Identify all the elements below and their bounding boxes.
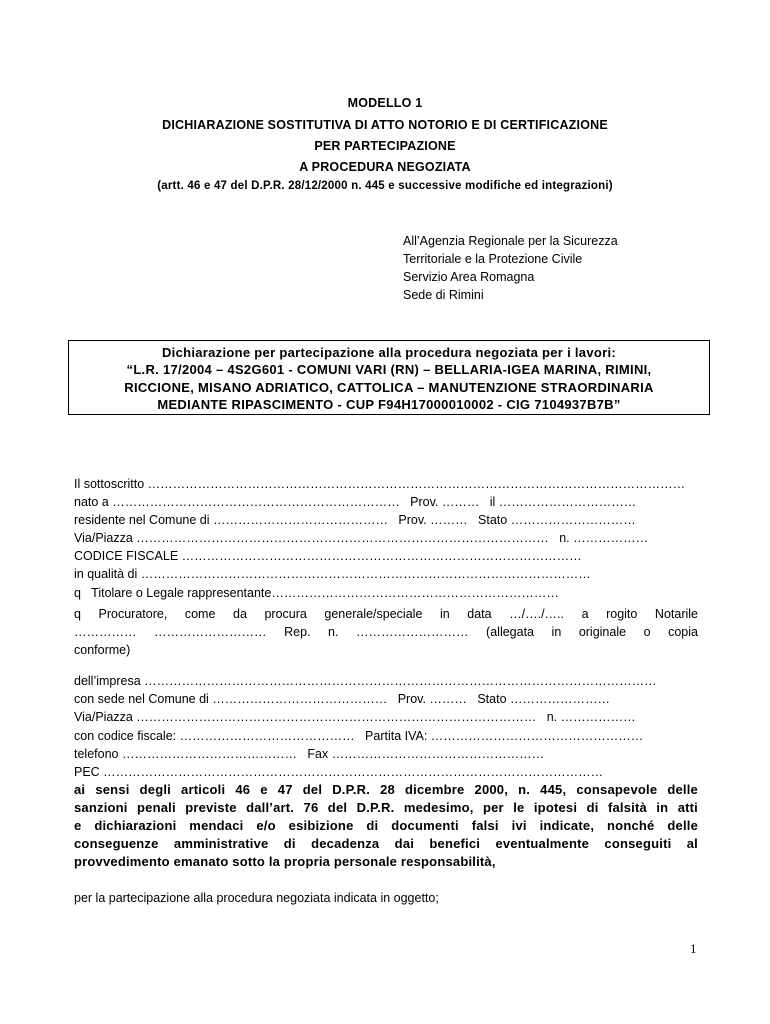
declaration-line-2: sanzioni penali previste dall’art. 76 del D.P.R. medesimo, per le ipotesi di falsità in atti xyxy=(74,800,698,815)
field-qualita[interactable]: in qualità di ……………………………………………………………………………………………… xyxy=(74,567,591,581)
field-pec[interactable]: PEC ………………………………………………………………………………………………………… xyxy=(74,765,604,779)
declaration-line-5: provvedimento emanato sotto la propria personale responsabilità, xyxy=(74,854,496,869)
field-conforme: conforme) xyxy=(74,643,131,657)
field-codice-fiscale[interactable]: CODICE FISCALE …………………………………………………………………………………… xyxy=(74,549,582,563)
subject-line-1: Dichiarazione per partecipazione alla procedura negoziata per i lavori: xyxy=(161,345,617,360)
recipient-line-3: Servizio Area Romagna xyxy=(403,270,535,284)
closing-text: per la partecipazione alla procedura negoziata indicata in oggetto; xyxy=(74,891,439,905)
recipient-line-4: Sede di Rimini xyxy=(403,288,484,302)
recipient-line-2: Territoriale e la Protezione Civile xyxy=(403,252,583,266)
field-via[interactable]: Via/Piazza ……………………………………………………………………………………… n. ……………… xyxy=(74,531,649,545)
option-titolare[interactable]: q Titolare o Legale rappresentante…………………………………………………………… xyxy=(74,586,559,600)
field-nato[interactable]: nato a …………………………………………………………… Prov. ……… il …………………………… xyxy=(74,495,637,509)
subject-line-4: MEDIANTE RIPASCIMENTO - CUP F94H17000010002 - CIG 7104937B7B” xyxy=(157,397,621,412)
declaration-line-1: ai sensi degli articoli 46 e 47 del D.P.R. 28 dicembre 2000, n. 445, consapevole delle xyxy=(74,782,698,797)
field-residente[interactable]: residente nel Comune di …………………………………… Prov. ……… Stato ………………………… xyxy=(74,513,636,527)
field-via-impresa[interactable]: Via/Piazza …………………………………………………………………………………… n. ……………… xyxy=(74,710,636,724)
subject-box xyxy=(68,340,710,415)
field-impresa[interactable]: dell’impresa …………………………………………………………………………………………………………… xyxy=(74,674,657,688)
legal-reference: (artt. 46 e 47 del D.P.R. 28/12/2000 n. 445 e successive modifiche ed integrazioni) xyxy=(157,180,613,192)
option-procuratore[interactable]: q Procuratore, come da procura generale/speciale in data …/…./….. a rogito Notarile xyxy=(74,607,698,621)
declaration-line-3: e dichiarazioni mendaci e/o esibizione di documenti falsi ivi indicate, nonché delle xyxy=(74,818,698,833)
field-sottoscritto[interactable]: Il sottoscritto ………………………………………………………………………………………………………………… xyxy=(74,477,686,491)
declaration-title: DICHIARAZIONE SOSTITUTIVA DI ATTO NOTORIO E DI CERTIFICAZIONE xyxy=(162,118,608,132)
page-number: 1 xyxy=(690,941,697,956)
declaration-title-line2: PER PARTECIPAZIONE xyxy=(314,139,456,153)
declaration-title-line3: A PROCEDURA NEGOZIATA xyxy=(299,160,471,174)
field-sede[interactable]: con sede nel Comune di …………………………………… Prov. ……… Stato …………………… xyxy=(74,692,610,706)
model-title: MODELLO 1 xyxy=(347,96,423,110)
field-telefono[interactable]: telefono …………………………………… Fax …………………………………………… xyxy=(74,747,545,761)
declaration-line-4: conseguenze amministrative di decadenza dai benefici eventualmente conseguiti al xyxy=(74,836,698,851)
subject-line-3: RICCIONE, MISANO ADRIATICO, CATTOLICA – MANUTENZIONE STRAORDINARIA xyxy=(124,380,654,395)
subject-line-2: “L.R. 17/2004 – 4S2G601 - COMUNI VARI (RN) – BELLARIA-IGEA MARINA, RIMINI, xyxy=(126,362,652,377)
recipient-line-1: All’Agenzia Regionale per la Sicurezza xyxy=(403,234,618,248)
field-rogito[interactable]: …………… ……………………… Rep. n. ……………………… (allegata in originale o copia xyxy=(74,625,698,639)
field-codice-fiscale-impresa[interactable]: con codice fiscale: …………………………………… Partita IVA: …………………………………………… xyxy=(74,729,644,743)
